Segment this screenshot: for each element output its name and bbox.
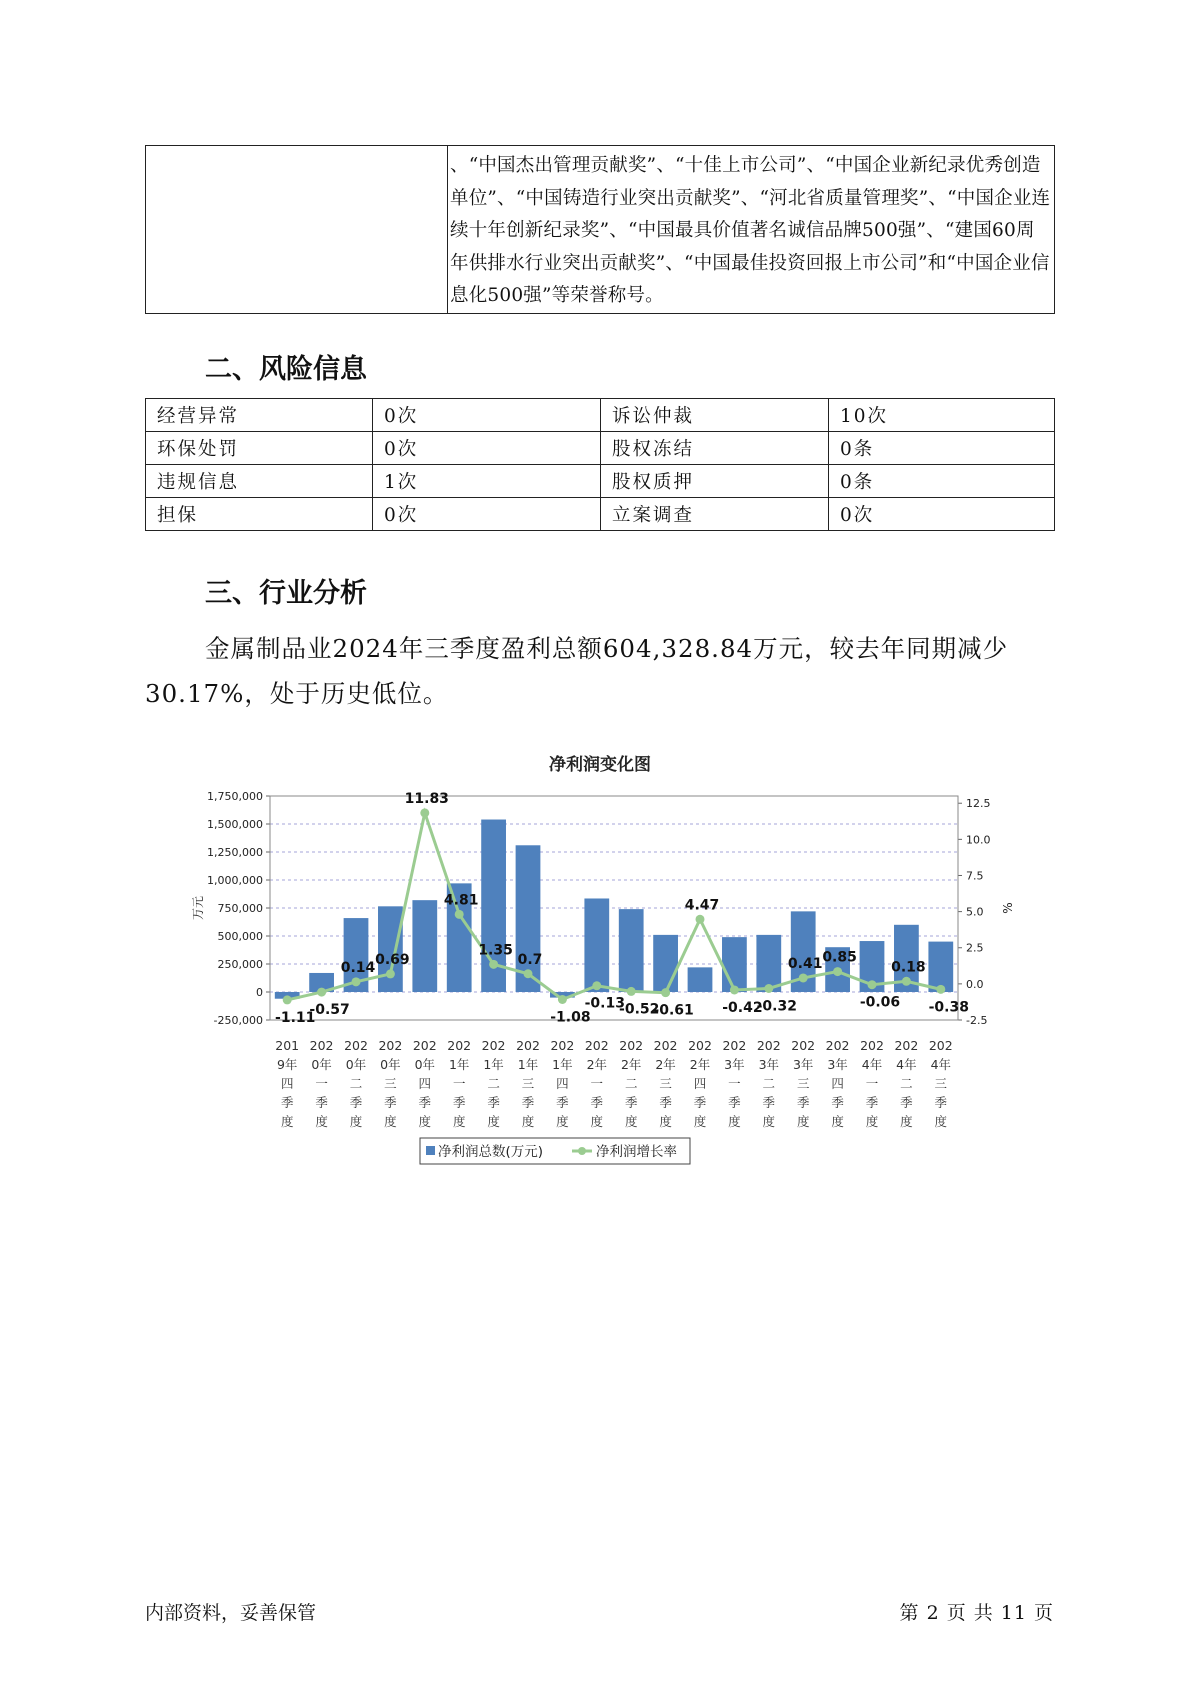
footer-page-number: 第 2 页 共 11 页: [899, 1602, 1054, 1624]
risk-row: [146, 465, 1055, 498]
y-right-axis-label: %: [1001, 902, 1015, 914]
growth-rate-point: [799, 973, 808, 982]
growth-rate-data-label: -1.08: [550, 1009, 591, 1026]
growth-rate-point: [420, 808, 429, 817]
growth-rate-point: [489, 960, 498, 969]
growth-rate-point: [730, 985, 739, 994]
risk-label: 违规信息: [146, 465, 373, 498]
y-right-tick-label: 2.5: [966, 941, 984, 955]
growth-rate-point: [627, 987, 636, 996]
y-left-tick-label: 250,000: [217, 958, 263, 971]
growth-rate-point: [696, 915, 705, 924]
risk-row: [146, 399, 1055, 432]
x-tick-label: 202 3年二季度: [756, 1038, 781, 1129]
risk-value: 0条: [829, 465, 1055, 498]
growth-rate-data-label: -0.42: [722, 999, 763, 1016]
growth-rate-point: [558, 995, 567, 1004]
legend-line-label: 净利润增长率: [596, 1144, 677, 1160]
x-tick-label: 202 3年三季度: [791, 1038, 816, 1129]
growth-rate-point: [833, 967, 842, 976]
legend-bar-label: 净利润总数(万元): [438, 1144, 544, 1160]
x-tick-label: 202 4年二季度: [894, 1038, 919, 1129]
growth-rate-data-label: -1.11: [275, 1009, 316, 1026]
risk-label: 股权质押: [601, 465, 829, 498]
y-right-tick-label: 5.0: [966, 905, 984, 919]
bar: [619, 909, 644, 992]
growth-rate-point: [386, 969, 395, 978]
risk-table: [145, 398, 1055, 531]
growth-rate-data-label: 4.47: [684, 897, 720, 914]
bar: [928, 942, 953, 992]
y-left-axis-label: 万元: [191, 895, 205, 921]
bar: [584, 898, 609, 992]
y-right-tick-label: 7.5: [966, 869, 984, 883]
growth-rate-data-label: 0.69: [375, 951, 410, 968]
industry-paragraph: 金属制品业2024年三季度盈利总额604,328.84万元，较去年同期减少30.17%，处于历史低位。: [145, 634, 1009, 708]
growth-rate-data-label: -0.38: [928, 999, 969, 1016]
growth-rate-data-label: -0.61: [653, 1002, 694, 1019]
y-right-tick-label: 12.5: [966, 797, 991, 811]
bar: [756, 935, 781, 992]
honor-text-cell: [448, 146, 1055, 314]
x-tick-label: 202 1年二季度: [481, 1038, 506, 1129]
y-left-tick-label: 1,500,000: [207, 818, 263, 831]
growth-rate-point: [661, 988, 670, 997]
growth-rate-point: [936, 985, 945, 994]
risk-label: 诉讼仲裁: [601, 399, 829, 432]
net-profit-chart: [180, 740, 1030, 1200]
risk-label: 股权冻结: [601, 432, 829, 465]
bar: [688, 967, 713, 992]
growth-rate-data-label: 0.14: [340, 959, 376, 976]
bar: [412, 900, 437, 992]
risk-value: 0次: [373, 399, 601, 432]
growth-rate-data-label: 0.7: [517, 951, 543, 968]
risk-value: 0次: [373, 498, 601, 531]
growth-rate-data-label: 11.83: [404, 790, 449, 807]
growth-rate-data-label: -0.13: [584, 995, 625, 1012]
growth-rate-point: [283, 995, 292, 1004]
honor-label-cell: [146, 146, 448, 314]
growth-rate-data-label: -0.57: [309, 1002, 350, 1019]
x-tick-label: 202 2年三季度: [653, 1038, 678, 1129]
x-tick-label: 202 2年二季度: [619, 1038, 644, 1129]
legend-bar-swatch: [426, 1146, 435, 1155]
legend-line-marker: [578, 1147, 586, 1155]
honor-table: [145, 145, 1055, 314]
growth-rate-point: [352, 977, 361, 986]
footer-confidential: 内部资料，妥善保管: [145, 1602, 317, 1624]
risk-section-title: 二、风险信息: [205, 354, 367, 385]
risk-value: 0次: [373, 432, 601, 465]
risk-label: 立案调查: [601, 498, 829, 531]
y-left-tick-label: 1,000,000: [207, 874, 263, 887]
growth-rate-point: [592, 981, 601, 990]
growth-rate-data-label: 0.85: [822, 949, 857, 966]
bar: [378, 906, 403, 992]
risk-label: 环保处罚: [146, 432, 373, 465]
risk-label: 担保: [146, 498, 373, 531]
growth-rate-data-label: 4.81: [443, 892, 479, 909]
growth-rate-point: [524, 969, 533, 978]
growth-rate-point: [902, 977, 911, 986]
risk-row: [146, 498, 1055, 531]
y-right-tick-label: -2.5: [966, 1014, 988, 1027]
industry-section-title: 三、行业分析: [205, 578, 367, 609]
chart-title: 净利润变化图: [549, 755, 651, 775]
y-left-tick-label: 500,000: [217, 930, 263, 943]
y-left-tick-label: -250,000: [213, 1014, 263, 1027]
x-tick-label: 201 9年四季度: [275, 1038, 300, 1129]
risk-value: 10次: [829, 399, 1055, 432]
x-tick-label: 202 3年四季度: [825, 1038, 850, 1129]
x-tick-label: 202 0年一季度: [309, 1038, 334, 1129]
x-tick-label: 202 0年四季度: [412, 1038, 437, 1129]
y-left-tick-label: 1,250,000: [207, 846, 263, 859]
x-tick-label: 202 1年一季度: [447, 1038, 472, 1129]
honor-text: 、“中国杰出管理贡献奖”、“十佳上市公司”、“中国企业新纪录优秀创造单位”、“中国铸造行业突出贡献奖”、“河北省质量管理奖”、“中国企业连续十年创新纪录奖”、“中国最具价值著名诚信品牌500强”、“建国60周年供排水行业突出贡献奖”、“中国最佳投资回报上市公司”和“中国企业信息化500强”等荣誉称号。: [450, 155, 1051, 306]
x-tick-label: 202 4年一季度: [860, 1038, 884, 1129]
growth-rate-data-label: 0.18: [891, 959, 926, 976]
y-left-tick-label: 0: [256, 986, 263, 999]
risk-value: 0条: [829, 432, 1055, 465]
x-tick-label: 202 4年三季度: [928, 1038, 953, 1129]
risk-value: 1次: [373, 465, 601, 498]
growth-rate-data-label: -0.52: [619, 1001, 660, 1018]
x-tick-label: 202 3年一季度: [722, 1038, 747, 1129]
x-tick-label: 202 2年一季度: [584, 1038, 609, 1129]
x-tick-label: 202 0年三季度: [378, 1038, 403, 1129]
x-tick-label: 202 2年四季度: [688, 1038, 712, 1129]
x-tick-label: 202 1年三季度: [516, 1038, 540, 1129]
y-right-tick-label: 0.0: [966, 977, 984, 991]
y-left-tick-label: 1,750,000: [207, 790, 263, 803]
y-right-tick-label: 10.0: [966, 833, 991, 847]
growth-rate-data-label: 1.35: [478, 942, 513, 959]
growth-rate-point: [868, 980, 877, 989]
growth-rate-point: [317, 988, 326, 997]
risk-value: 0次: [829, 498, 1055, 531]
bar: [722, 937, 747, 992]
growth-rate-data-label: -0.06: [859, 994, 901, 1011]
risk-row: [146, 432, 1055, 465]
y-left-tick-label: 750,000: [217, 902, 263, 915]
growth-rate-point: [764, 984, 773, 993]
growth-rate-data-label: 0.41: [787, 955, 823, 972]
risk-label: 经营异常: [146, 399, 373, 432]
growth-rate-data-label: -0.32: [756, 998, 797, 1015]
growth-rate-point: [455, 910, 464, 919]
bar: [653, 935, 678, 992]
x-tick-label: 202 1年四季度: [550, 1038, 575, 1129]
x-tick-label: 202 0年二季度: [344, 1038, 368, 1129]
